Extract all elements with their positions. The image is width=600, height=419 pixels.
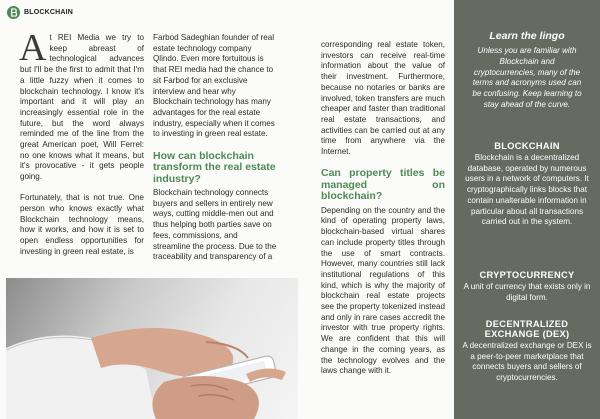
subheading: How can blockchain transform the real estate industry? [153, 149, 276, 185]
glossary-term-blockchain [462, 141, 592, 228]
learn-the-lingo-sidebar [454, 0, 600, 419]
article-column-2 [153, 33, 277, 273]
paragraph: corresponding real estate token, investors can receive real-time information about the value of their investment. Furthermore, because no notaries or banks are involved, token transfers are much cheaper and faster than traditional real estate transactions, and activities can be carried out at any time from anywhere via the Internet. [321, 40, 445, 157]
article-column-1 [19, 27, 144, 268]
intro-text: t REI Media we try to keep abreast of technological advances but I'll be the first to admit that I'm a little fuzzy when it comes to blockchain technology. I know it's important and it will play an increasingly essential role in the future, but the word always reminded me of the line from the great American poet, Will Ferrel: no one knows what it means, but it's provocative - it gets people going. [20, 33, 144, 182]
paragraph: Depending on the country and the kind of operating property laws, blockchain-based virtual shares can include property titles through the use of smart contracts. However, many countries still lack institutional regulations of this kind, which is why the majority of blockchain real estate projects see the property tokenized instead and only in rare cases accredit the investor with true property rights. We are confident that this will change in the coming years, as the technology evolves and the laws change with it. [321, 205, 445, 376]
hands-phone-photo [6, 278, 298, 419]
glossary-term-cryptocurrency [462, 270, 592, 303]
paragraph: Fortunately, that is not true. One person who knows exactly what Blockchain technology means, how it works, and how it is set to open endless opportunities for investing in green real estate, is [20, 193, 144, 256]
paragraph: Farbod Sadeghian founder of real estate technology company Qlindo. Even more fortuitous is that REI media had the chance to sit Farbod for an exclusive interview and hear why Blockchain technology has many advantages for the real estate industry, especially when it comes to investing in green real estate. [153, 33, 275, 139]
sidebar-title: Learn the lingo [489, 30, 565, 42]
glossary-term-dex [462, 319, 592, 384]
drop-cap: A [19, 27, 47, 69]
blockchain-logo-icon [7, 6, 20, 19]
term-definition: A unit of currency that exists only in digital form. [463, 282, 591, 302]
term-definition: A decentralized exchange or DEX is a peer-to-peer marketplace that connects buyers and sellers of cryptocurrencies. [462, 341, 592, 383]
term-heading: DECENTRALIZED EXCHANGE (DEX) [484, 319, 570, 339]
section-label: BLOCKCHAIN [24, 8, 74, 16]
subheading: Can property titles be managed on blockchain? [321, 167, 445, 203]
sidebar-intro: Unless you are familiar with Blockchain and cryptocurrencies, many of the terms and acronyms used can be confusing. Keep learning to stay ahead of the curve. [472, 46, 582, 109]
term-heading: BLOCKCHAIN [494, 141, 560, 151]
article-column-3 [321, 40, 445, 387]
intro-paragraph [19, 27, 144, 183]
page-header [7, 5, 73, 19]
term-definition: Blockchain is a decentralized database, operated by numerous users in a network of computers. It cryptographically links blocks that contain unalterable information in particular about all transactions carried out in the system. [465, 153, 589, 227]
term-heading: CRYPTOCURRENCY [479, 270, 575, 280]
paragraph: Blockchain technology connects buyers and sellers in entirely new ways, cutting middle-men out and thus helping both parties save on fees, commissions, and streamline the process. Due to the traceability and transparency of a [153, 188, 277, 262]
